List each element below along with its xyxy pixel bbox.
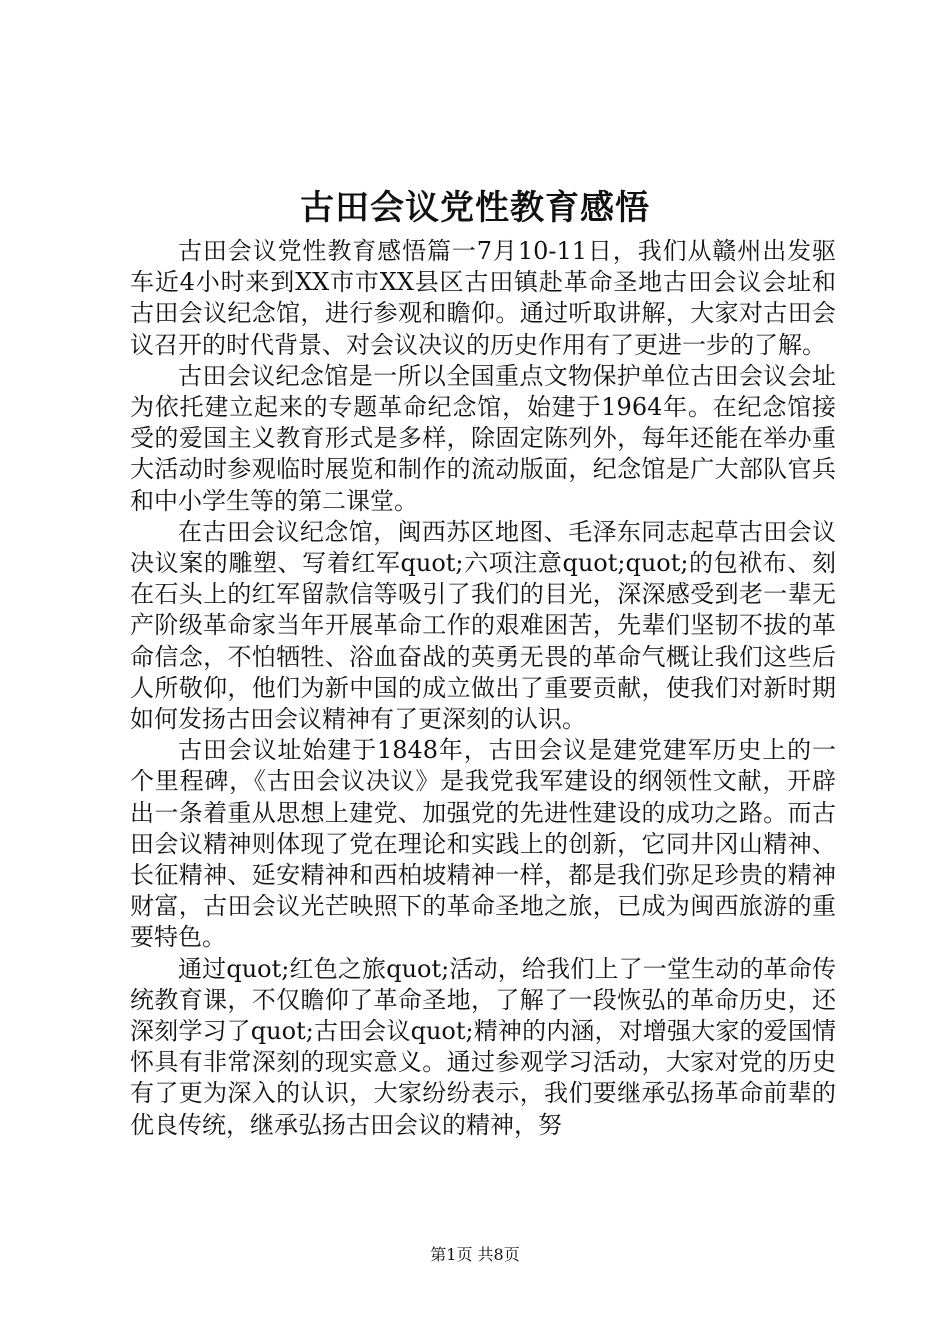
paragraph-4: 古田会议址始建于1848年，古田会议是建党建军历史上的一个里程碑，《古田会议决议》是我党我军建设的纲领性文献，开辟出一条着重从思想上建党、加强党的先进性建设的成功之路。而古田会议精神则体现了党在理论和实践上的创新，它同井冈山精神、长征精神、延安精神和西柏坡精神一样，都是我们弥足珍贵的精神财富，古田会议光芒映照下的革命圣地之旅，已成为闽西旅游的重要特色。 xyxy=(130,736,836,952)
document-title: 古田会议党性教育感悟 xyxy=(300,188,650,228)
paragraph-1: 古田会议党性教育感悟篇一7月10-11日，我们从赣州出发驱车近4小时来到XX市市XX县区古田镇赴革命圣地古田会议会址和古田会议纪念馆，进行参观和瞻仰。通过听取讲解，大家对古田会议召开的时代背景、对会议决议的历史作用有了更进一步的了解。 xyxy=(130,237,836,359)
paragraph-3: 在古田会议纪念馆，闽西苏区地图、毛泽东同志起草古田会议决议案的雕塑、写着红军quot;六项注意quot;quot;的包袱布、刻在石头上的红军留款信等吸引了我们的目光，深深感受到老一辈无产阶级革命家当年开展革命工作的艰难困苦，先辈们坚韧不拔的革命信念，不怕牺牲、浴血奋战的英勇无畏的革命气概让我们这些后人所敬仰，他们为新中国的成立做出了重要贡献，使我们对新时期如何发扬古田会议精神有了更深刻的认识。 xyxy=(130,517,836,734)
paragraph-2: 古田会议纪念馆是一所以全国重点文物保护单位古田会议会址为依托建立起来的专题革命纪念馆，始建于1964年。在纪念馆接受的爱国主义教育形式是多样，除固定陈列外，每年还能在举办重大活动时参观临时展览和制作的流动版面，纪念馆是广大部队官兵和中小学生等的第二课堂。 xyxy=(130,361,836,515)
paragraph-5: 通过quot;红色之旅quot;活动，给我们上了一堂生动的革命传统教育课，不仅瞻仰了革命圣地，了解了一段恢弘的革命历史，还深刻学习了quot;古田会议quot;精神的内涵，对增强大家的爱国情怀具有非常深刻的现实意义。通过参观学习活动，大家对党的历史有了更为深入的认识，大家纷纷表示，我们要继承弘扬革命前辈的优良传统，继承弘扬古田会议的精神，努 xyxy=(130,954,836,1139)
page-footer: 第1页 共8页 xyxy=(430,1245,520,1264)
document-body xyxy=(130,236,836,1141)
